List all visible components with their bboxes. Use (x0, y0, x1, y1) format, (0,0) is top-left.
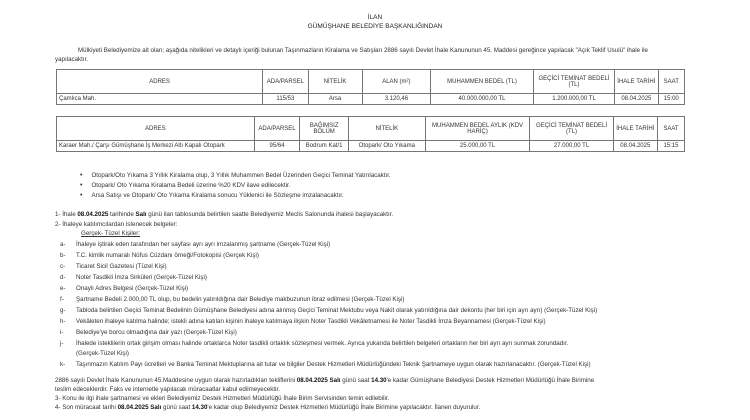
cell-deposit: 1.200.000,00 TL (533, 94, 614, 105)
col-header: MUHAMMEN BEDEL AYLIK (KDV HARİÇ) (425, 117, 530, 141)
document-item (60, 338, 568, 349)
item-text: Tabloda belirtilen Geçici Teminat Bedelinin Gümüşhane Belediyesi adına alınmış Geçici Teminat Mektubu veya Nakit olarak yatırıldığına dair dekontu (her biri için ayrı ayrı) (Gerçek-Tüzel Kişi) (76, 307, 598, 314)
item-letter: a- (60, 241, 66, 248)
col-header: ADRES (57, 70, 263, 94)
item-3: 3- Konu ile ilgi ihale şartnamesi ve ekleri Belediyemiz Destek Hizmetleri Müdürlüğü İhale Birim Servisinden temin edilebilir. (55, 395, 390, 402)
document-item (60, 272, 207, 283)
document-item (60, 327, 237, 338)
intro-paragraph: Mülkiyeti Belediyemize ait olan; aşağıda nitelikleri ve detaylı içeriği bulunan Taşınmazların Kiralama ve Satışları 2886 sayılı Devlet İhale Kanununun 45. Maddesi gereğince yapılacak "Açık Teklif Usulü" ihale ile yapılacaktır. (55, 47, 648, 63)
item-text: Onaylı Adres Belgesi (Gerçek-Tüzel Kişi) (76, 285, 189, 292)
item-letter: d- (60, 274, 66, 281)
col-header: BAĞIMSIZ BÖLÜM (300, 117, 349, 141)
cell-parcel: 115/53 (263, 94, 308, 105)
table-row (57, 94, 685, 105)
table-header-row (57, 70, 685, 94)
item-letter: e- (60, 285, 66, 292)
item-1-text: tarihinde (108, 211, 136, 218)
document-subtitle: GÜMÜŞHANE BELEDİYE BAŞKANLIĞINDAN (307, 23, 443, 30)
col-header: GEÇİCİ TEMİNAT BEDELİ (TL) (533, 70, 614, 94)
item-4-text: 'e kadar olup Belediyemiz Destek Hizmetleri Müdürlüğü İhale Birimine yapılacaktır. İlanen duyurulur. (207, 404, 481, 411)
col-header: ADRES (57, 117, 255, 141)
submission-date: 08.04.2025 Salı (296, 377, 341, 384)
col-header: MUHAMMEN BEDEL (TL) (431, 70, 534, 94)
deadline-date: 08.04.2025 Salı (117, 404, 162, 411)
col-header: İHALE TARİHİ (613, 117, 657, 141)
auction-date: 08.04.2025 (77, 211, 109, 218)
deadline-time: 14.30 (191, 404, 208, 411)
submission-time: 14.30 (371, 377, 387, 384)
cell-monthly-price: 25.000,00 TL (425, 141, 530, 152)
notes-list (80, 171, 391, 201)
land-table (56, 69, 685, 105)
item-4-text: 4- Son müracaat tarihi (55, 404, 118, 411)
document-item (60, 261, 167, 272)
col-header: SAAT (657, 117, 684, 141)
item-letter: k- (60, 361, 66, 368)
col-header: ADA/PARSEL (263, 70, 308, 94)
item-4 (55, 403, 480, 413)
item-2: 2- İhaleye katılımcılardan istenecek belgeler: (55, 221, 178, 228)
cell-type: Otopark/ Oto Yıkama (348, 141, 425, 152)
section-heading: Gerçek- Tüzel Kişiler: (81, 230, 141, 237)
item-letter: c- (60, 263, 66, 270)
item-text: T.C. kimlik numaralı Nüfus Cüzdanı örneği/Fotokopisi (Gerçek Kişi) (76, 252, 259, 259)
col-header: İHALE TARİHİ (615, 70, 658, 94)
item-text: Noter Tasdikli İmza Sirküleri (Gerçek-Tüzel Kişi) (76, 274, 207, 281)
cell-area: 3.120,46 (362, 94, 431, 105)
item-text: Şartname Bedeli 2.000,00 TL olup, bu bedelin yatırıldığına dair Belediye makbuzunun ibraz edilmesi (Gerçek-Tüzel Kişi) (76, 296, 405, 303)
cell-time: 15:15 (657, 141, 684, 152)
item-letter: i- (60, 329, 64, 336)
document-item (60, 283, 188, 294)
item-text: Taşınmazın Katılım Payı ücretleri ve Banka Teminat Mektuplarına ait tutar ve bilgiler Destek Hizmetleri Müdürlüğündeki Teknik Şartnameye uygun olarak hazırlanacaktır. (Gerçek-Tüzel Kişi) (76, 361, 591, 368)
paragraph-text: 'e kadar Gümüşhane Belediyesi Destek Hizmetleri Müdürlüğü İhale Birimine (386, 377, 595, 384)
item-1-text: 1- İhale (55, 211, 78, 218)
cell-deposit: 27.000,00 TL (530, 141, 613, 152)
note-item: • Otopark/ Oto Yıkama Kiralama Bedeli üzerine %20 KDV ilave edilecektir. (80, 181, 391, 191)
item-text: İhaleye iştirak eden tarafından her sayfası ayrı ayrı imzalanmış şartname (Gerçek-Tüzel Kişi) (76, 241, 331, 248)
table-row (57, 141, 685, 152)
item-letter: h- (60, 318, 66, 325)
submission-paragraph-line2: teslim edeceklerdir. Faks ve internetle yapılacak müracaatlar kabul edilmeyecektir. (55, 386, 280, 393)
document-item-continuation: (Gerçek-Tüzel Kişi) (76, 350, 129, 357)
col-header: NİTELİK (308, 70, 362, 94)
item-letter: j- (60, 340, 64, 347)
parking-table (56, 116, 685, 152)
note-item: • Arsa Satışı ve Otopark/ Oto Yıkama Kiralama sonucu Yüklenici ile Sözleşme imzalanacaktır. (80, 191, 391, 201)
document-item (60, 359, 591, 370)
item-letter: f- (60, 296, 64, 303)
item-text: Vekâleten ihaleye katılma halinde; istekli adına katılan kişinin ihaleye katılmaya ilişkin Noter Tasdikli Vekâletnamesi ile Noter Tasdikli İmza Beyannamesi (Gerçek-Tüzel Kişi) (76, 318, 546, 325)
cell-time: 15:00 (658, 94, 684, 105)
item-text: İhalede isteklilerin ortak girişim olması halinde ortaklarca Noter tasdikli ortaklık sözleşmesi vermek. Ayrıca yukarıda belirtilen belgeleri ortakların her biri ayrı ayrı sunmak zorundadır. (76, 340, 569, 347)
cell-unit: Bodrum Kat/1 (300, 141, 349, 152)
cell-date: 08.04.2025 (613, 141, 657, 152)
document-item (60, 316, 546, 327)
cell-address: Çamlıca Mah. (57, 94, 263, 105)
paragraph-text: 2886 sayılı Devlet İhale Kanununun 45.Maddesine uygun olarak hazırladıkları tekliflerini (55, 377, 297, 384)
table-header-row (57, 117, 685, 141)
note-item: • Otopark/Oto Yıkama 3 Yıllık Kiralama olup, 3 Yıllık Muhammen Bedel Üzerinden Geçici Teminat Yatırılacaktır. (80, 171, 391, 181)
cell-date: 08.04.2025 (615, 94, 658, 105)
paragraph-text: günü saat (340, 377, 372, 384)
cell-estimated-price: 40.000.000,00 TL (431, 94, 534, 105)
document-item (60, 294, 404, 305)
item-1 (55, 210, 393, 220)
item-1-text: günü ilan tablosunda belirtilen saatte Belediyemiz Meclis Salonunda ihalesi başlayacaktır. (146, 211, 394, 218)
col-header: GEÇİCİ TEMİNAT BEDELİ (TL) (530, 117, 613, 141)
document-item (60, 250, 259, 261)
item-4-text: günü saat (161, 404, 192, 411)
col-header: ALAN (m²) (362, 70, 431, 94)
col-header: NİTELİK (348, 117, 425, 141)
cell-parcel: 95/64 (254, 141, 300, 152)
document-item (60, 239, 330, 250)
item-letter: g- (60, 307, 66, 314)
item-text: Belediye'ye borcu olmadığına dair yazı (Gerçek-Tüzel Kişi) (76, 329, 237, 336)
item-text: Ticaret Sicil Gazetesi (Tüzel Kişi) (76, 263, 167, 270)
document-item (60, 305, 597, 316)
cell-type: Arsa (308, 94, 362, 105)
cell-address: Karaer Mah./ Çarşı Gümüşhane İş Merkezi Altı Kapalı Otopark (57, 141, 255, 152)
auction-day: Salı (135, 211, 147, 218)
item-letter: b- (60, 252, 66, 259)
col-header: ADA/PARSEL (254, 117, 300, 141)
col-header: SAAT (658, 70, 684, 94)
document-title: İLAN (367, 14, 383, 21)
